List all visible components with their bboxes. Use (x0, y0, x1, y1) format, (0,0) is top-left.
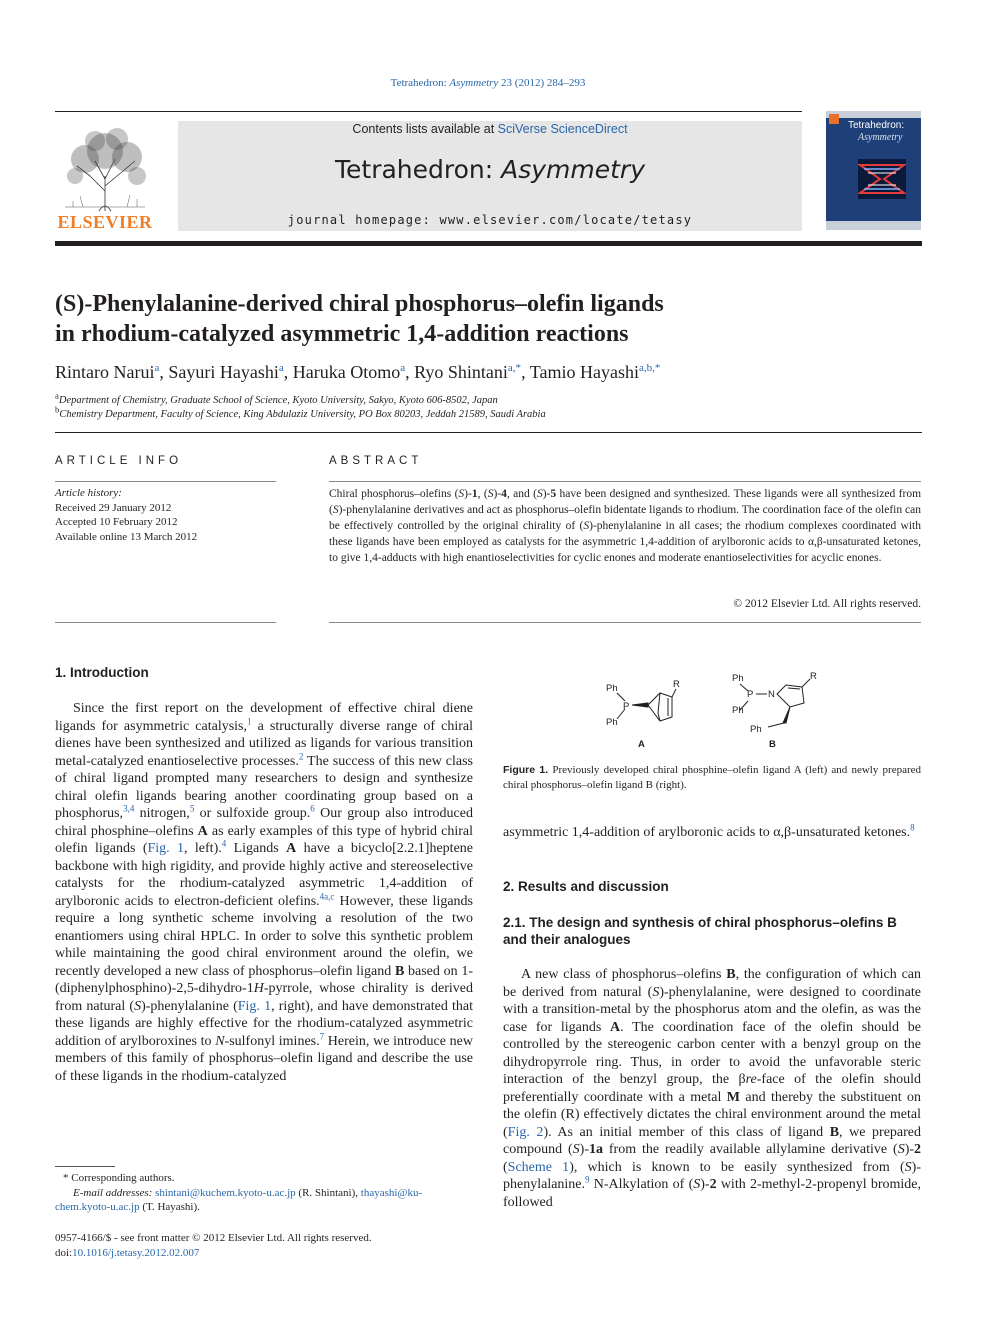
label-r: R (810, 671, 817, 682)
doi-label: doi: (55, 1246, 73, 1259)
received-date: Received 29 January 2012 (55, 501, 172, 514)
article-title (55, 289, 855, 349)
figure-1-structures (590, 665, 830, 753)
label-ph: Ph (606, 717, 618, 728)
author-name: Ryo Shintani (414, 362, 508, 382)
issn-line: 0957-4166/$ - see front matter © 2012 Elsevier Ltd. All rights reserved. (55, 1232, 372, 1244)
history-label: Article history: (55, 487, 122, 499)
header-thick-rule (55, 241, 922, 246)
corresponding-note: * Corresponding authors. (63, 1172, 175, 1184)
cover-graphic (858, 159, 906, 199)
affiliation-marker: b (55, 404, 60, 415)
affiliation-marker: a (55, 390, 59, 401)
abstract-heading: ABSTRACT (329, 455, 423, 467)
front-matter (55, 1231, 473, 1260)
author-name: Rintaro Narui (55, 362, 155, 382)
label-ph: Ph (732, 705, 744, 716)
email-link-hayashi[interactable]: thayashi@ku- (360, 1186, 423, 1199)
cover-title: Tetrahedron: (848, 120, 905, 131)
abstract-text: Chiral phosphorus–olefins (S)-1, (S)-4, and (S)-5 have been designed and synthesized. These ligands were all synthesized from (S)-phenylalanine derivatives and act as phosphorus–olefin bidentate ligands to rhodium. The coordination face of the olefin can be effectively controlled by the original chirality of (S)-phenylalanine in all cases; the rhodium complexes coordinated with these ligands have been employed as catalysts for the asymmetric 1,4-addition of arylboronic acids to α,β-unsaturated ketones, to give 1,4-adducts with high enantioselectivities for cyclic enones and moderate enantioselectivities for acyclic enones. (329, 488, 922, 564)
intro-heading: 1. Introduction (55, 665, 149, 680)
label-ph: Ph (606, 683, 618, 694)
article-info-rule (55, 481, 276, 482)
abstract-bottom-rule (329, 622, 921, 623)
results-paragraph: A new class of phosphorus–olefins B, the configuration of which can be derived from natural (S)-phenylalanine, were designed to coordinate with a transition-metal by the phosphorus atom and the olefin, as was the case for ligands A. The coordination face of the olefin should be controlled by the stereogenic carbon center with a benzyl group on the dihydropyrrole ring. Thus, in order to avoid the unfavorable steric interaction of the benzyl group, the βre-face of the olefin should preferentially coordinate with a metal M and thereby the substituent on the olefin (R) effectively dictates the chiral environment around the metal (Fig. 2). As an initial member of this class of ligand B, we prepared compound (S)-1a from the readily available allylamine derivative (S)-2 (Scheme 1), which is known to be easily synthesized from (S)-phenylalanine.$^9$ N-Alkylation of (S)-2 with 2-methyl-2-propenyl bromide, followed (503, 967, 922, 1210)
label-b: B (769, 739, 776, 750)
affiliation-a (55, 390, 935, 406)
abstract-rule (329, 481, 921, 482)
footnote-rule (55, 1166, 115, 1167)
article-history (55, 486, 275, 544)
affiliation-text: Department of Chemistry, Graduate School of Science, Kyoto University, Sakyo, Kyoto 606-8502, Japan (58, 395, 498, 406)
author-name: Sayuri Hayashi (168, 362, 279, 382)
email-note (55, 1186, 473, 1201)
label-n: N (768, 689, 775, 700)
author-affil-marker[interactable]: a (154, 362, 160, 374)
article-title-line1: (S)-Phenylalanine-derived chiral phosphorus–olefin ligands (55, 291, 664, 317)
label-p: P (623, 701, 630, 712)
author-affil-marker[interactable]: a,b,* (638, 362, 661, 374)
results-heading: 2. Results and discussion (503, 879, 669, 894)
label-a: A (638, 739, 645, 750)
author-name: Haruka Otomo (292, 362, 401, 382)
email-owner: (T. Hayashi). (139, 1201, 200, 1213)
caption-label: Figure 1. (503, 764, 549, 776)
affiliation-rule (55, 432, 922, 433)
article-title-line2: in rhodium-catalyzed asymmetric 1,4-addition reactions (55, 321, 629, 347)
label-ph: Ph (750, 724, 762, 735)
journal-homepage[interactable]: journal homepage: www.elsevier.com/locate/tetasy (287, 213, 693, 227)
journal-cover-thumbnail (826, 111, 921, 230)
affiliation-b (55, 404, 935, 420)
results-lead-paragraph: asymmetric 1,4-addition of arylboronic acids to α,β-unsaturated ketones.$^8$ (503, 822, 915, 840)
email-link-hayashi-cont[interactable]: chem.kyoto-u.ac.jp (55, 1201, 140, 1213)
author-name: Tamio Hayashi (529, 362, 639, 382)
label-p: P (747, 689, 754, 700)
citation-journal-italic: Asymmetry (449, 77, 499, 89)
cover-subtitle: Asymmetry (858, 132, 903, 143)
doi-link[interactable]: 10.1016/j.tetasy.2012.02.007 (72, 1246, 200, 1259)
journal-title-italic: Asymmetry (501, 155, 646, 184)
article-info-heading: ARTICLE INFO (55, 455, 183, 467)
article-info-bottom-rule (55, 622, 276, 623)
email-owner: (R. Shintani), (295, 1186, 361, 1199)
elsevier-wordmark: ELSEVIER (57, 212, 153, 232)
affiliation-text: Chemistry Department, Faculty of Science, King Abdulaziz University, PO Box 80203, Jeddah 21589, Saudi Arabia (59, 409, 546, 420)
online-date: Available online 13 March 2012 (55, 530, 198, 543)
header-top-rule (55, 111, 802, 112)
caption-text: Previously developed chiral phosphine–olefin ligand A (left) and newly prepared chiral phosphorus–olefin ligand B (right). (503, 764, 922, 791)
email-link-shintani[interactable]: shintani@kuchem.kyoto-u.ac.jp (155, 1186, 296, 1199)
author-affil-marker[interactable]: a,* (507, 362, 522, 374)
journal-citation[interactable] (0, 77, 976, 89)
accepted-date: Accepted 10 February 2012 (55, 516, 178, 528)
author-affil-marker[interactable]: a (400, 362, 406, 374)
subsection-heading (503, 914, 921, 948)
label-r: R (673, 679, 680, 690)
intro-paragraph: Since the first report on the development of effective chiral diene ligands for asymmetric catalysis,$^1$ a structurally diverse range of chiral dienes have been synthesized and utilized as ligands for various transition metal-catalyzed enantioselective processes.$^2$ The success of this new class of chiral ligand prompted many researchers to design and synthesize chiral olefin ligands bearing another coordinating group based on a phosphorus,$^{3,4}$ nitrogen,$^5$ or sulfoxide group.$^6$ Our group also introduced chiral phosphine–olefins A as early examples of this type of hybrid chiral olefin ligands (Fig. 1, left).$^4$ Ligands A have a bicyclo[2.2.1]heptene backbone with high rigidity, and provide highly active and stereoselective catalysts for the rhodium-catalyzed asymmetric 1,4-addition of arylboronic acids to electron-deficient olefins.$^{4a,c}$ However, these ligands require a long synthetic scheme involving a resolution of the two enantiomers using chiral HPLC. In order to solve this synthetic problem while maintaining the good chiral environment around the olefin, we recently developed a new class of phosphorus–olefin ligand B based on 1-(diphenylphosphino)-2,5-dihydro-1H-pyrrole, whose chirality is derived from natural (S)-phenylalanine (Fig. 1, right), and have demonstrated that these ligands are highly effective for the rhodium-catalyzed asymmetric addition of arylboroxines to N-sulfonyl imines.$^7$ Herein, we introduce new members of this family of phosphorus–olefin ligand and describe the use of these ligands in the rhodium-catalyzed (55, 701, 474, 1084)
contents-line (178, 122, 802, 136)
author-affil-marker[interactable]: a (278, 362, 284, 374)
journal-title-main: Tetrahedron: (334, 155, 502, 184)
footnote-block (55, 1171, 473, 1215)
citation-volume: 23 (2012) 284–293 (498, 77, 586, 89)
subsection-heading-line2: and their analogues (503, 932, 631, 947)
subsection-heading-line1: 2.1. The design and synthesis of chiral phosphorus–olefins B (503, 915, 897, 930)
figure-1-caption (503, 763, 921, 792)
sciencedirect-link[interactable]: SciVerse ScienceDirect (497, 122, 628, 136)
abstract-copyright: © 2012 Elsevier Ltd. All rights reserved. (733, 598, 921, 610)
journal-title (178, 155, 802, 184)
email-label: E-mail addresses: (73, 1186, 156, 1199)
label-ph: Ph (732, 673, 744, 684)
author-list: Rintaro Narui$^a$, Sayuri Hayashi$^a$, Haruka Otomo$^a$, Ryo Shintani$^{a,*}$, Tamio Hayashi$^{a,b,*}$ (55, 362, 661, 382)
citation-journal: Tetrahedron: (390, 77, 450, 89)
contents-prefix: Contents lists available at (352, 122, 498, 136)
